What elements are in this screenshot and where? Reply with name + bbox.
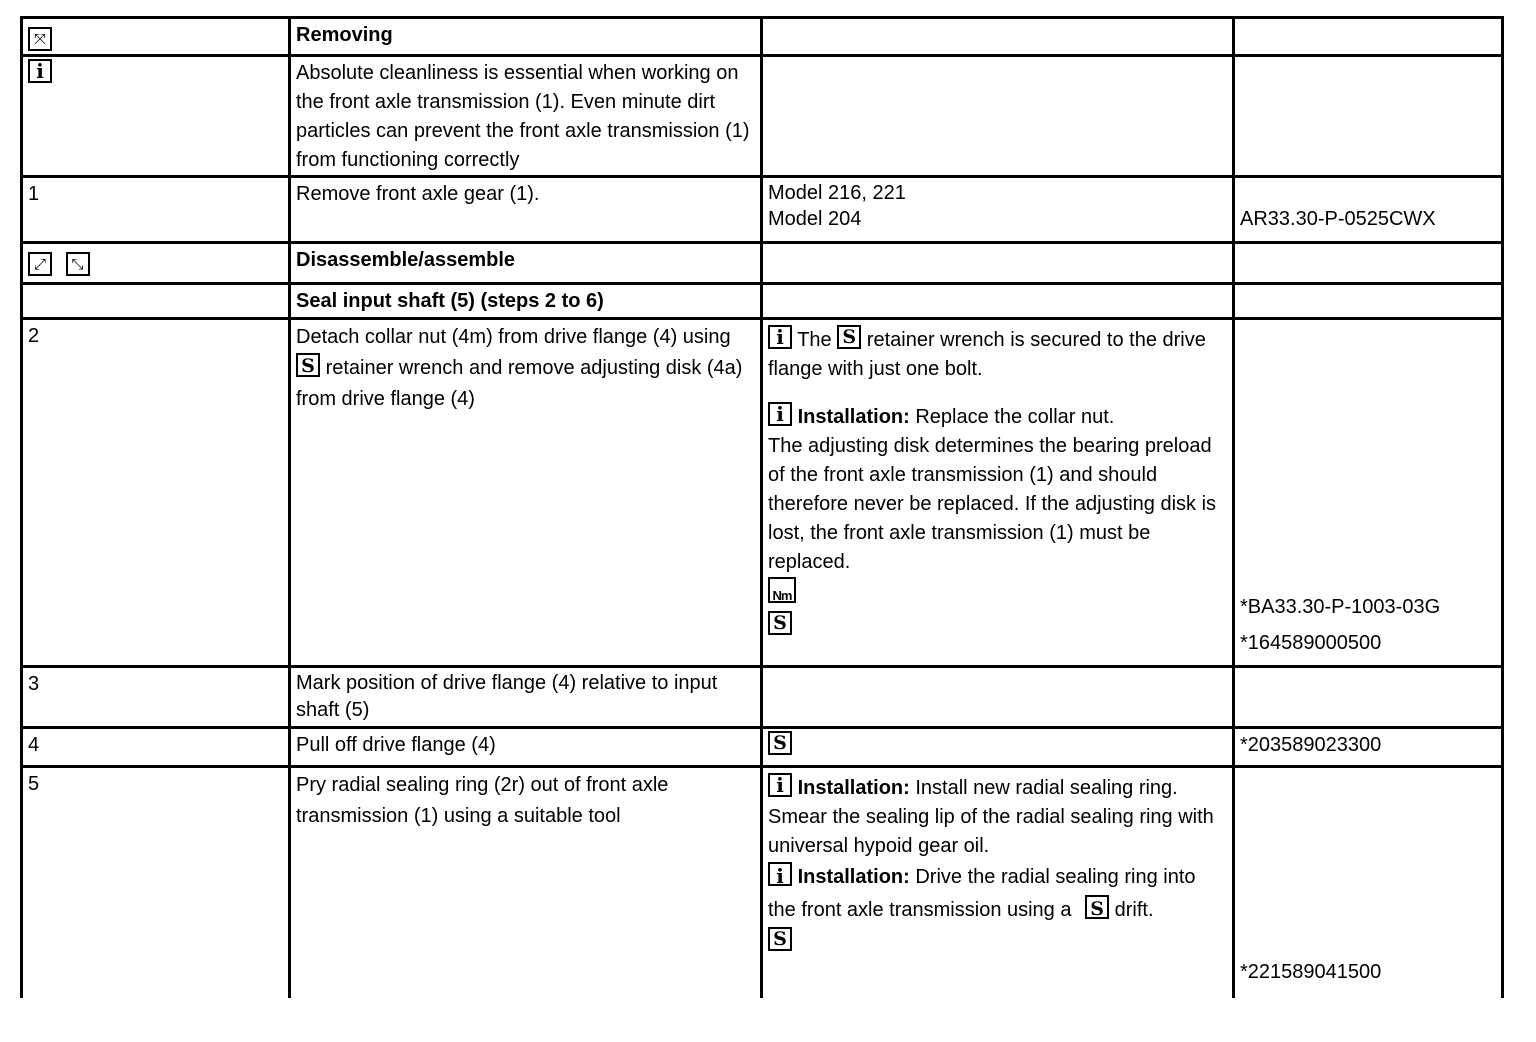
reference-link[interactable]: *221589041500 [1240, 961, 1382, 983]
info-icon [768, 773, 792, 797]
model-list [760, 178, 1232, 241]
info-icon [768, 402, 792, 426]
section-title: Removing [288, 19, 760, 54]
section-title: Disassemble/assemble [288, 244, 760, 282]
step-description: Pry radial sealing ring (2r) out of front axle transmission (1) using a suitable tool [288, 768, 760, 998]
step-number: 2 [20, 320, 288, 665]
special-tool-icon[interactable] [296, 353, 320, 377]
subsection-title: Seal input shaft (5) (steps 2 to 6) [288, 285, 760, 319]
installation-detail: The adjusting disk determines the bearing preload of the front axle transmission (1) and should therefore never be replaced. If the adjusting disk is lost, the front axle transmission (1) must be replaced. [768, 435, 1217, 573]
reference-link[interactable]: *BA33.30-P-1003-03G [1240, 596, 1441, 618]
installation-note: i Installation: Install new radial sealing ring. Smear the sealing lip of the radial sealing ring with universal hypoid gear oil. [768, 770, 1227, 861]
model-204: Model 204 [768, 208, 862, 230]
special-tool-icon[interactable] [768, 611, 792, 635]
disassemble-icon: ⤢ [28, 252, 52, 276]
reference-link[interactable]: *164589000500 [1240, 632, 1382, 654]
torque-icon[interactable] [768, 577, 796, 603]
table-row [20, 282, 1504, 317]
table-row [20, 726, 1504, 765]
reference-cell [1232, 178, 1504, 241]
step-description: Pull off drive flange (4) [288, 729, 760, 765]
tool-note: i The S retainer wrench is secured to the drive flange with just one bolt. [768, 322, 1227, 384]
step-description: Detach collar nut (4m) from drive flange (4) using S retainer wrench and remove adjusting disk (4a) from drive flange (4) [288, 320, 760, 665]
table-row [20, 765, 1504, 998]
special-tool-icon[interactable] [768, 927, 792, 951]
info-icon [28, 59, 52, 83]
reference-link[interactable]: *203589023300 [1232, 729, 1504, 765]
info-icon [768, 325, 792, 349]
table-row [20, 665, 1504, 726]
special-tool-icon[interactable] [837, 325, 861, 349]
assemble-icon: ⤡ [66, 252, 90, 276]
info-icon [768, 862, 792, 886]
special-tool-icon[interactable] [1085, 895, 1109, 919]
special-tool-icon[interactable] [768, 731, 792, 755]
icon-cell [20, 57, 288, 178]
icon-cell [20, 19, 288, 54]
reference-cell [1232, 768, 1504, 998]
table-row [20, 16, 1504, 54]
notes-cell [760, 320, 1232, 665]
step-number: 3 [20, 668, 288, 727]
reference-cell [1232, 320, 1504, 665]
table-row [20, 175, 1504, 241]
installation-note: i Installation: Replace the collar nut. [768, 402, 1227, 432]
step-number: 4 [20, 729, 288, 765]
step-description: Remove front axle gear (1). [288, 178, 760, 241]
table-row [20, 54, 1504, 175]
model-216-221: Model 216, 221 [768, 182, 906, 204]
table-row [20, 317, 1504, 665]
procedure-table [20, 16, 1504, 998]
step-number: 5 [20, 768, 288, 998]
notes-cell [760, 768, 1232, 998]
expand-icon: ⤧ [28, 27, 52, 51]
step-number: 1 [20, 178, 288, 241]
installation-note: i Installation: Drive the radial sealing ring into the front axle transmission using a S drift. [768, 861, 1227, 927]
table-row [20, 241, 1504, 282]
step-description: Mark position of drive flange (4) relative to input shaft (5) [288, 668, 760, 727]
icon-cell [20, 244, 288, 282]
reference-link[interactable]: AR33.30-P-0525CWX [1240, 208, 1436, 230]
note-text: Absolute cleanliness is essential when working on the front axle transmission (1). Even minute dirt particles can prevent the front axle transmission (1) from functioning correctly [288, 57, 760, 178]
